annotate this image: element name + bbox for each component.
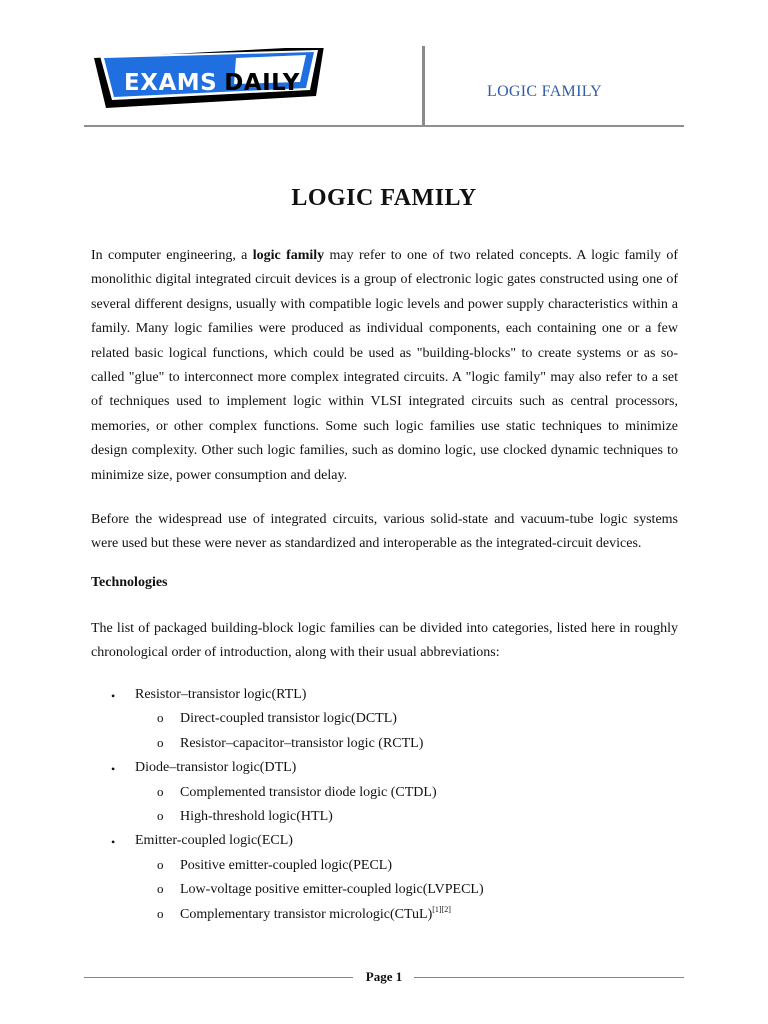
- sub-bullet-icon: o: [157, 856, 164, 872]
- intro-text-start: In computer engineering, a: [91, 248, 253, 263]
- list-item-label: Emitter-coupled logic(ECL): [135, 833, 293, 849]
- sub-bullet-icon: o: [157, 905, 164, 921]
- technologies-heading: Technologies: [91, 575, 168, 590]
- list-item-label: Resistor–transistor logic(RTL): [135, 687, 307, 702]
- exams-daily-logo: [88, 48, 328, 108]
- list-subitem: [91, 878, 681, 902]
- logo-word-exams: EXAMS: [124, 70, 218, 96]
- list-subitem: [91, 854, 681, 878]
- list-subitem-label: Resistor–capacitor–transistor logic (RCTL): [180, 735, 424, 751]
- list-subitem: [91, 781, 681, 805]
- footer-rule-right: [414, 977, 684, 978]
- sub-bullet-icon: o: [157, 881, 164, 897]
- sub-bullet-icon: o: [157, 710, 164, 726]
- list-subitem-label: Low-voltage positive emitter-coupled logic(LVPECL): [180, 882, 484, 898]
- bullet-icon: •: [111, 835, 116, 850]
- sub-bullet-icon: o: [157, 807, 164, 823]
- list-subitem: [91, 903, 681, 927]
- technologies-paragraph: The list of packaged building-block logic families can be divided into categories, listed here in roughly chronological order of introduction, along with their usual abbreviations:: [91, 621, 678, 661]
- intro-bold-term: logic family: [252, 248, 325, 263]
- list-subitem-label: Complemented transistor diode logic (CTDL): [180, 784, 437, 800]
- list-item: [91, 829, 681, 853]
- logo-text: [124, 70, 300, 96]
- history-paragraph: Before the widespread use of integrated circuits, various solid-state and vacuum-tube logic systems were used but these were never as standardized and interoperable as the integrated-circuit devices.: [91, 512, 678, 552]
- bullet-icon: •: [111, 689, 116, 703]
- logo-word-daily: DAILY: [224, 70, 300, 96]
- ctul-label: Complementary transistor micrologic(CTuL): [180, 906, 433, 922]
- bullet-icon: •: [111, 762, 116, 777]
- logic-family-list: [91, 683, 681, 927]
- list-item: [91, 756, 681, 780]
- intro-text-rest: may refer to one of two related concepts. A logic family of monolithic digital integrated circuit devices is a group of electronic logic gates constructed using one of several different designs, usually with compatible logic levels and power supply characteristics within a family. Many logic families were produced as individual components, each containing one or a few related basic logical functions, which could be used as "building-blocks" to create systems or as so-called "glue" to interconnect more complex integrated circuits. A "logic family" may also refer to a set of techniques used to implement logic within VLSI integrated circuits such as central processors, memories, or other complex functions. Some such logic families use static techniques to minimize design complexity. Other such logic families, such as domino logic, use clocked dynamic techniques to minimize size, power consumption and delay.: [91, 248, 678, 483]
- document-title: LOGIC FAMILY: [291, 185, 477, 211]
- sub-bullet-icon: o: [157, 783, 164, 799]
- list-subitem-label: Positive emitter-coupled logic(PECL): [180, 857, 393, 873]
- intro-paragraph: [91, 244, 678, 488]
- list-subitem-label: Direct-coupled transistor logic(DCTL): [180, 711, 397, 727]
- list-item: [91, 683, 681, 707]
- page-header: [84, 40, 684, 130]
- page-number: Page 1: [365, 969, 403, 984]
- list-subitem-label: High-threshold logic(HTL): [180, 808, 333, 824]
- header-rule: [84, 125, 684, 127]
- list-subitem: [91, 707, 681, 731]
- list-item-label: Diode–transistor logic(DTL): [135, 760, 297, 776]
- header-section-title: LOGIC FAMILY: [487, 83, 603, 100]
- list-subitem-label: [180, 903, 451, 927]
- list-subitem: [91, 732, 681, 756]
- list-subitem: [91, 805, 681, 829]
- header-vertical-divider: [422, 46, 425, 126]
- sub-bullet-icon: o: [157, 734, 164, 750]
- citation-reference[interactable]: [1][2]: [432, 904, 451, 914]
